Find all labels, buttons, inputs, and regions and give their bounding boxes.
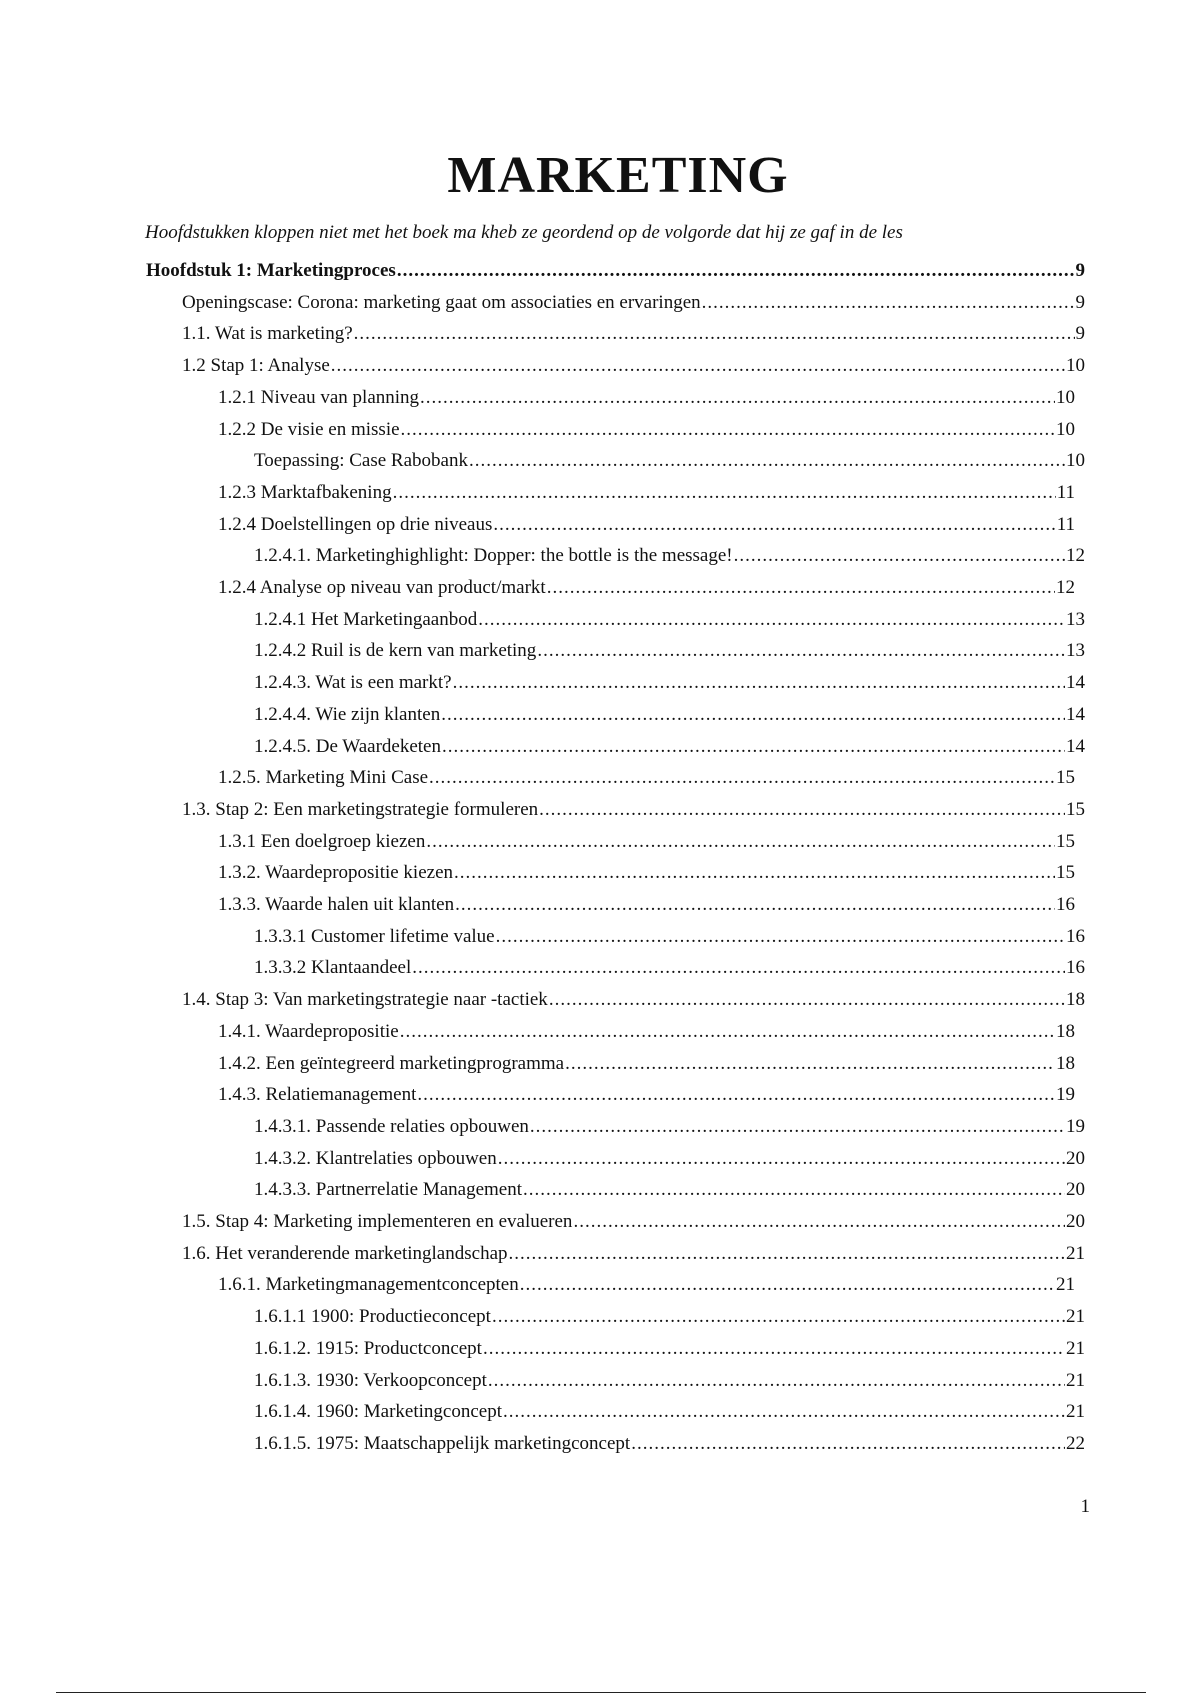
toc-entry[interactable] <box>182 288 1085 318</box>
toc-entry[interactable] <box>254 1175 1085 1205</box>
toc-entry[interactable] <box>182 351 1085 381</box>
toc-entry-page: 10 <box>1066 450 1085 472</box>
toc-entry-title: Hoofdstuk 1: Marketingproces <box>146 260 396 281</box>
toc-entry-page: 19 <box>1056 1084 1075 1106</box>
toc-entry-page: 9 <box>1075 260 1085 281</box>
toc-entry-title: 1.4. Stap 3: Van marketingstrategie naar -tactiek <box>182 989 548 1011</box>
toc-entry-title: 1.3.3. Waarde halen uit klanten <box>218 894 455 915</box>
toc-entry-page: 20 <box>1066 1211 1085 1232</box>
toc-entry-title: Toepassing: Case Rabobank <box>254 450 468 472</box>
toc-entry-title: 1.2.4 Doelstellingen op drie niveaus <box>218 513 493 535</box>
toc-leader-dots <box>631 1429 1065 1459</box>
toc-entry-title: 1.6. Het veranderende marketinglandschap <box>182 1242 508 1264</box>
toc-entry-page: 10 <box>1056 418 1075 440</box>
toc-entry-title: 1.2.2 De visie en missie <box>218 418 400 440</box>
toc-entry-page: 12 <box>1066 545 1085 567</box>
toc-entry-page: 15 <box>1056 767 1075 789</box>
toc-entry[interactable] <box>218 1080 1075 1110</box>
toc-entry[interactable] <box>218 1270 1075 1300</box>
toc-leader-dots <box>702 288 1075 318</box>
page-number: 1 <box>1080 1496 1090 1517</box>
toc-entry[interactable] <box>254 636 1085 666</box>
toc-entry-title: 1.6.1.1 1900: Productieconcept <box>254 1306 491 1328</box>
toc-entry[interactable] <box>254 1429 1085 1459</box>
toc-entry[interactable] <box>254 700 1085 730</box>
toc-leader-dots <box>401 415 1055 445</box>
toc-leader-dots <box>469 446 1065 476</box>
toc-entry-page: 21 <box>1066 1337 1085 1359</box>
toc-entry[interactable] <box>254 446 1085 476</box>
toc-entry-page: 9 <box>1075 323 1085 345</box>
toc-entry[interactable] <box>218 415 1075 445</box>
toc-leader-dots <box>520 1270 1055 1300</box>
toc-entry-title: 1.3.1 Een doelgroep kiezen <box>218 830 426 852</box>
toc-entry[interactable] <box>218 890 1075 920</box>
document-subtitle: Hoofdstukken kloppen niet met het boek ma kheb ze geordend op de volgorde dat hij ze gaf in de les <box>145 222 903 243</box>
toc-leader-dots <box>734 541 1065 571</box>
toc-entry-title: Openingscase: Corona: marketing gaat om associaties en ervaringen <box>182 291 701 313</box>
toc-entry-page: 15 <box>1056 862 1075 884</box>
toc-entry[interactable] <box>218 383 1075 413</box>
toc-entry-page: 18 <box>1056 1052 1075 1074</box>
toc-entry-page: 15 <box>1056 830 1075 852</box>
toc-leader-dots <box>420 383 1055 413</box>
toc-entry[interactable] <box>254 541 1085 571</box>
toc-leader-dots <box>429 763 1055 793</box>
toc-leader-dots <box>441 700 1065 730</box>
toc-entry[interactable] <box>254 605 1085 635</box>
toc-entry-title: 1.3.2. Waardepropositie kiezen <box>218 862 454 884</box>
toc-entry-page: 13 <box>1066 640 1085 662</box>
toc-leader-dots <box>393 478 1056 508</box>
toc-entry-title: 1.6.1.4. 1960: Marketingconcept <box>254 1401 503 1423</box>
toc-leader-dots <box>354 319 1075 349</box>
toc-leader-dots <box>547 573 1055 603</box>
toc-entry-title: 1.4.3. Relatiemanagement <box>218 1084 417 1106</box>
toc-entry-page: 11 <box>1056 481 1075 503</box>
footer-rule <box>56 1692 1146 1693</box>
toc-leader-dots <box>483 1334 1065 1364</box>
toc-entry-title: 1.6.1.3. 1930: Verkoopconcept <box>254 1369 487 1391</box>
toc-entry-title: 1.5. Stap 4: Marketing implementeren en evalueren <box>182 1211 573 1232</box>
toc-leader-dots <box>397 256 1075 286</box>
toc-entry[interactable] <box>182 1207 1085 1237</box>
toc-entry-title: 1.6.1.5. 1975: Maatschappelijk marketingconcept <box>254 1432 631 1454</box>
toc-entry-title: 1.2.1 Niveau van planning <box>218 386 420 408</box>
toc-leader-dots <box>537 636 1065 666</box>
toc-entry-title: 1.4.3.3. Partnerrelatie Management <box>254 1179 523 1201</box>
toc-leader-dots <box>573 1207 1065 1237</box>
toc-leader-dots <box>442 732 1065 762</box>
toc-entry[interactable] <box>218 827 1075 857</box>
toc-entry[interactable] <box>182 795 1085 825</box>
toc-entry-page: 12 <box>1056 577 1075 598</box>
toc-entry-title: 1.4.3.1. Passende relaties opbouwen <box>254 1115 529 1137</box>
toc-entry-page: 15 <box>1066 798 1085 820</box>
toc-leader-dots <box>400 1017 1055 1047</box>
toc-entry-title: 1.4.2. Een geïntegreerd marketingprogramma <box>218 1052 565 1074</box>
document-title: MARKETING <box>447 147 789 204</box>
toc-entry[interactable] <box>182 1239 1085 1269</box>
toc-leader-dots <box>549 985 1065 1015</box>
toc-entry-page: 10 <box>1056 386 1075 408</box>
toc-leader-dots <box>503 1397 1065 1427</box>
toc-entry-page: 20 <box>1066 1147 1085 1169</box>
toc-entry-page: 19 <box>1066 1115 1085 1137</box>
toc-leader-dots <box>509 1239 1065 1269</box>
toc-entry-title: 1.2.3 Marktafbakening <box>218 481 392 503</box>
toc-entry-title: 1.6.1. Marketingmanagementconcepten <box>218 1274 519 1296</box>
toc-entry[interactable] <box>254 1112 1085 1142</box>
toc-entry-page: 13 <box>1066 608 1085 630</box>
toc-leader-dots <box>523 1175 1065 1205</box>
toc-entry[interactable] <box>218 763 1075 793</box>
toc-entry[interactable] <box>254 1366 1085 1396</box>
toc-entry[interactable] <box>182 319 1085 349</box>
toc-leader-dots <box>426 827 1055 857</box>
toc-entry[interactable] <box>146 256 1085 286</box>
toc-entry[interactable] <box>254 1397 1085 1427</box>
toc-entry[interactable] <box>182 985 1085 1015</box>
toc-entry-page: 18 <box>1066 989 1085 1011</box>
toc-entry-page: 21 <box>1066 1306 1085 1328</box>
toc-entry-page: 11 <box>1056 513 1075 535</box>
toc-entry-page: 16 <box>1056 894 1075 915</box>
toc-leader-dots <box>492 1302 1065 1332</box>
toc-entry[interactable] <box>254 1334 1085 1364</box>
toc-leader-dots <box>498 1144 1065 1174</box>
toc-entry-title: 1.3.3.1 Customer lifetime value <box>254 925 495 947</box>
toc-entry[interactable] <box>218 858 1075 888</box>
toc-entry[interactable] <box>254 922 1085 952</box>
toc-entry[interactable] <box>218 573 1075 603</box>
toc-entry-page: 14 <box>1066 703 1085 725</box>
toc-entry[interactable] <box>254 1302 1085 1332</box>
toc-entry-title: 1.2.4.3. Wat is een markt? <box>254 672 452 694</box>
toc-entry-title: 1.3.3.2 Klantaandeel <box>254 957 412 979</box>
toc-entry-page: 16 <box>1066 925 1085 947</box>
toc-entry[interactable] <box>254 732 1085 762</box>
toc-entry-page: 21 <box>1066 1401 1085 1423</box>
toc-entry-title: 1.2 Stap 1: Analyse <box>182 355 330 377</box>
toc-leader-dots <box>539 795 1065 825</box>
toc-entry-title: 1.2.4.1 Het Marketingaanbod <box>254 608 478 630</box>
toc-leader-dots <box>412 953 1065 983</box>
toc-entry[interactable] <box>254 953 1085 983</box>
toc-leader-dots <box>454 858 1055 888</box>
toc-entry-page: 14 <box>1066 735 1085 757</box>
toc-entry-page: 21 <box>1066 1242 1085 1264</box>
toc-leader-dots <box>565 1049 1055 1079</box>
toc-entry[interactable] <box>218 478 1075 508</box>
toc-entry-title: 1.3. Stap 2: Een marketingstrategie formuleren <box>182 798 539 820</box>
toc-entry-title: 1.2.5. Marketing Mini Case <box>218 767 429 789</box>
toc-entry-title: 1.2.4.4. Wie zijn klanten <box>254 703 441 725</box>
toc-entry-page: 14 <box>1066 672 1085 694</box>
toc-entry-title: 1.2.4 Analyse op niveau van product/markt <box>218 577 546 598</box>
toc-entry[interactable] <box>218 510 1075 540</box>
toc-entry-title: 1.1. Wat is marketing? <box>182 323 353 345</box>
toc-entry-page: 10 <box>1066 355 1085 377</box>
toc-entry-title: 1.2.4.2 Ruil is de kern van marketing <box>254 640 537 662</box>
toc-entry-page: 20 <box>1066 1179 1085 1201</box>
toc-entry[interactable] <box>218 1049 1075 1079</box>
toc-leader-dots <box>478 605 1065 635</box>
toc-leader-dots <box>417 1080 1055 1110</box>
toc-leader-dots <box>488 1366 1065 1396</box>
toc-leader-dots <box>331 351 1065 381</box>
toc-entry-page: 9 <box>1075 291 1085 313</box>
toc-entry[interactable] <box>254 668 1085 698</box>
toc-entry-page: 21 <box>1056 1274 1075 1296</box>
toc-entry-title: 1.4.3.2. Klantrelaties opbouwen <box>254 1147 497 1169</box>
toc-entry-page: 18 <box>1056 1020 1075 1042</box>
toc-entry-title: 1.2.4.1. Marketinghighlight: Dopper: the bottle is the message! <box>254 545 733 567</box>
toc-leader-dots <box>455 890 1055 920</box>
toc-leader-dots <box>496 922 1065 952</box>
toc-entry[interactable] <box>254 1144 1085 1174</box>
toc-entry-page: 16 <box>1066 957 1085 979</box>
toc-entry[interactable] <box>218 1017 1075 1047</box>
toc-leader-dots <box>530 1112 1065 1142</box>
toc-entry-page: 22 <box>1066 1432 1085 1454</box>
toc-entry-title: 1.4.1. Waardepropositie <box>218 1020 399 1042</box>
toc-entry-page: 21 <box>1066 1369 1085 1391</box>
toc-entry-title: 1.2.4.5. De Waardeketen <box>254 735 441 757</box>
toc-leader-dots <box>493 510 1055 540</box>
toc-leader-dots <box>453 668 1065 698</box>
toc-entry-title: 1.6.1.2. 1915: Productconcept <box>254 1337 482 1359</box>
